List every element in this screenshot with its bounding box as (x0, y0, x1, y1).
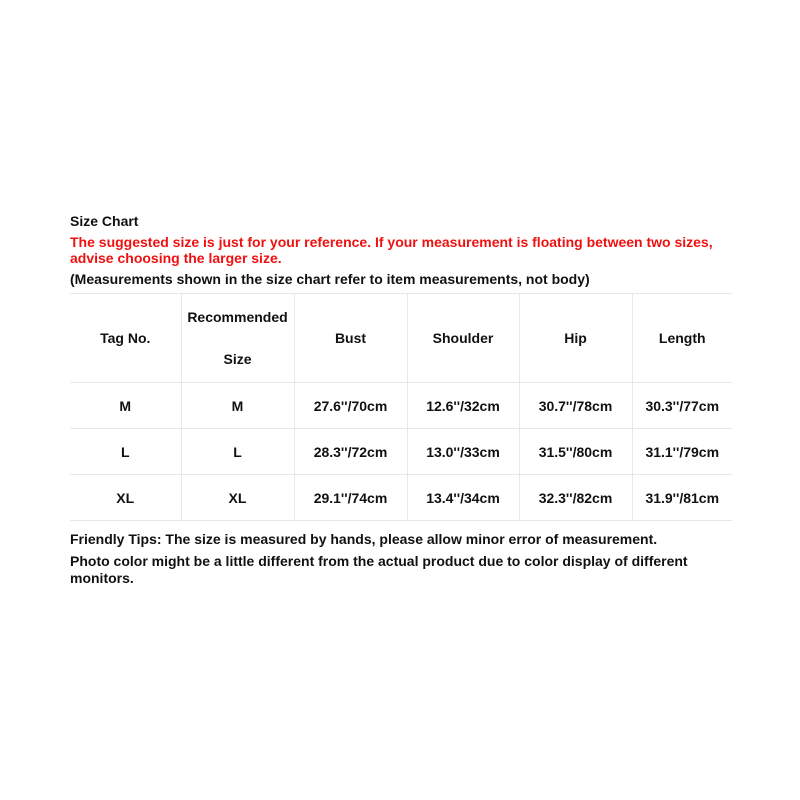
table-row (70, 429, 732, 475)
cell-shoulder: 12.6''/32cm (407, 383, 519, 429)
cell-length: 30.3''/77cm (632, 383, 732, 429)
cell-recommended: XL (181, 475, 294, 521)
tip-measurement: Friendly Tips: The size is measured by hands, please allow minor error of measurement. (70, 531, 658, 547)
header-recommended-size (181, 294, 294, 383)
cell-recommended: M (181, 383, 294, 429)
cell-hip: 32.3''/82cm (519, 475, 632, 521)
size-chart-title: Size Chart (70, 213, 139, 229)
cell-tag: M (70, 383, 181, 429)
cell-shoulder: 13.0''/33cm (407, 429, 519, 475)
size-chart-sheet (70, 212, 734, 592)
table-row (70, 475, 732, 521)
tip-photo-color: Photo color might be a little different from the actual product due to color display of different monitors. (70, 553, 688, 586)
cell-tag: L (70, 429, 181, 475)
header-tag-no: Tag No. (70, 294, 181, 383)
cell-length: 31.1''/79cm (632, 429, 732, 475)
table-header-row (70, 294, 732, 383)
size-notice: The suggested size is just for your reference. If your measurement is floating between two sizes, advise choosing the larger size. (70, 234, 713, 266)
header-length: Length (632, 294, 732, 383)
cell-bust: 29.1''/74cm (294, 475, 407, 521)
cell-length: 31.9''/81cm (632, 475, 732, 521)
measurement-note: (Measurements shown in the size chart refer to item measurements, not body) (70, 271, 590, 287)
cell-hip: 31.5''/80cm (519, 429, 632, 475)
size-table (70, 293, 732, 521)
header-recommended-line2: Size (223, 351, 252, 367)
cell-recommended: L (181, 429, 294, 475)
cell-shoulder: 13.4''/34cm (407, 475, 519, 521)
cell-bust: 28.3''/72cm (294, 429, 407, 475)
cell-tag: XL (70, 475, 181, 521)
header-hip: Hip (519, 294, 632, 383)
header-recommended-line1: Recommended (187, 309, 288, 325)
cell-hip: 30.7''/78cm (519, 383, 632, 429)
header-bust: Bust (294, 294, 407, 383)
friendly-tips (70, 531, 734, 587)
header-shoulder: Shoulder (407, 294, 519, 383)
cell-bust: 27.6''/70cm (294, 383, 407, 429)
table-row (70, 383, 732, 429)
